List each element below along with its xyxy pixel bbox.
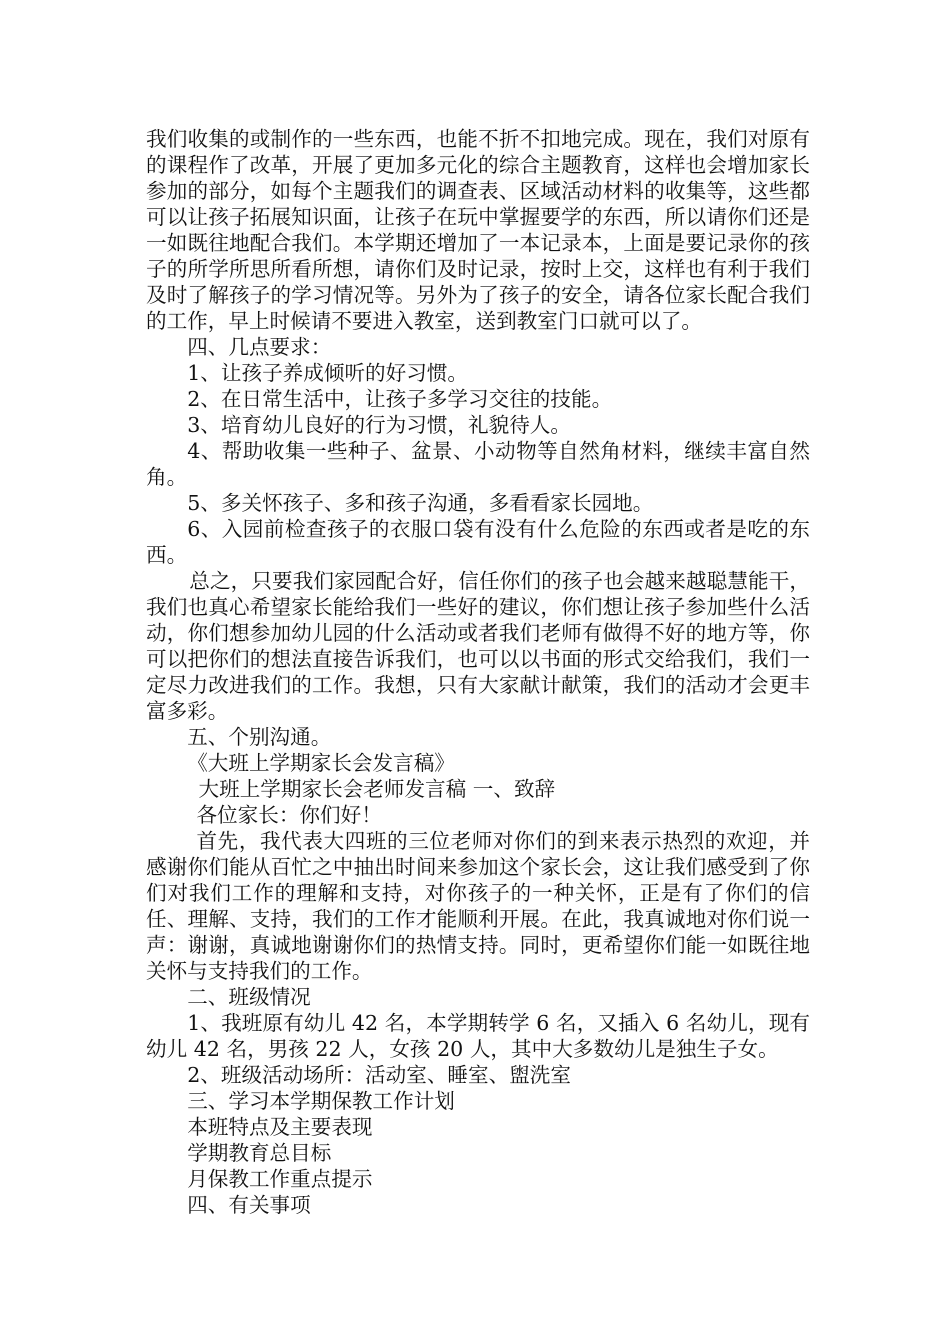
work-plan-item-monthly: 月保教工作重点提示 <box>187 1167 373 1191</box>
work-plan-item-features: 本班特点及主要表现 <box>187 1115 373 1139</box>
heading-related-matters: 四、有关事项 <box>187 1193 311 1217</box>
work-plan-item-goals: 学期教育总目标 <box>187 1141 332 1165</box>
requirement-item-2: 2、在日常生活中，让孩子多学习交往的技能。 <box>187 387 613 411</box>
paragraph-welcome: 首先，我代表大四班的三位老师对你们的到来表示热烈的欢迎，并感谢你们能从百忙之中抽出时间来参加这个家长会，这让我们感受到了你们对我们工作的理解和支持，对你孩子的一种关怀，正是有了你们的信任、理解、支持，我们的工作才能顺利开展。在此，我真诚地对你们说一声：谢谢，真诚地谢谢你们的热情支持。同时，更希望你们能一如既往地关怀与支持我们的工作。 <box>146 829 810 983</box>
requirement-item-4: 4、帮助收集一些种子、盆景、小动物等自然角材料，继续丰富自然角。 <box>146 439 810 489</box>
heading-work-plan: 三、学习本学期保教工作计划 <box>187 1089 455 1113</box>
class-situation-item-1: 1、我班原有幼儿 42 名，本学期转学 6 名，又插入 6 名幼儿，现有幼儿 42 名，男孩 22 人，女孩 20 人，其中大多数幼儿是独生子女。 <box>146 1011 810 1061</box>
requirement-item-3: 3、培育幼儿良好的行为习惯，礼貌待人。 <box>187 413 571 437</box>
heading-requirements: 四、几点要求： <box>187 335 332 359</box>
class-situation-item-2: 2、班级活动场所：活动室、睡室、盥洗室 <box>187 1063 571 1087</box>
requirement-item-1: 1、让孩子养成倾听的好习惯。 <box>187 361 469 385</box>
paragraph-materials-and-safety: 我们收集的或制作的一些东西，也能不折不扣地完成。现在，我们对原有的课程作了改革，开展了更加多元化的综合主题教育，这样也会增加家长参加的部分，如每个主题我们的调查表、区域活动材料的收集等，这些都可以让孩子拓展知识面，让孩子在玩中掌握要学的东西，所以请你们还是一如既往地配合我们。本学期还增加了一本记录本，上面是要记录你的孩子的所学所思所看所想，请你们及时记录，按时上交，这样也有利于我们及时了解孩子的学习情况等。另外为了孩子的安全，请各位家长配合我们的工作，早上时候请不要进入教室，送到教室门口就可以了。 <box>146 127 810 333</box>
requirement-item-5: 5、多关怀孩子、多和孩子沟通，多看看家长园地。 <box>187 491 654 515</box>
subtitle-speech: 大班上学期家长会老师发言稿 一、致辞 <box>198 777 556 801</box>
document-body <box>146 126 810 1218</box>
paragraph-conclusion: 总之，只要我们家园配合好，信任你们的孩子也会越来越聪慧能干，我们也真心希望家长能给我们一些好的建议，你们想让孩子参加些什么活动，你们想参加幼儿园的什么活动或者我们老师有做得不好的地方等，你可以把你们的想法直接告诉我们，也可以以书面的形式交给我们，我们一定尽力改进我们的工作。我想，只有大家献计献策，我们的活动才会更丰富多彩。 <box>146 569 810 723</box>
greeting: 各位家长：你们好！ <box>196 803 382 827</box>
document-title: 《大班上学期家长会发言稿》 <box>187 751 455 775</box>
heading-individual-communication: 五、个别沟通。 <box>187 725 332 749</box>
heading-class-situation: 二、班级情况 <box>187 985 311 1009</box>
requirement-item-6: 6、入园前检查孩子的衣服口袋有没有什么危险的东西或者是吃的东西。 <box>146 517 810 567</box>
